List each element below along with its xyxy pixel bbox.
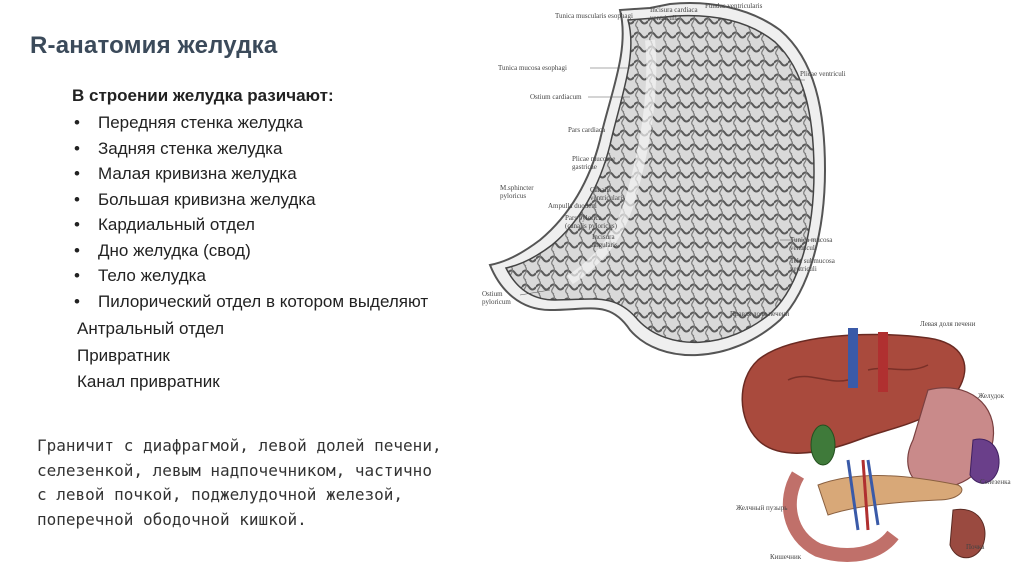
stomach-parts-list <box>72 110 428 314</box>
organs-illustration <box>728 310 1024 574</box>
borders-paragraph: Граничит с диафрагмой, левой долей печени, селезенкой, левым надпочечником, частично с левой почкой, поджелудочной железой, поперечной ободочной кишкой. <box>37 436 442 529</box>
stomach-label: Ostium pyloricum <box>482 290 511 306</box>
organs-label: Желудок <box>978 392 1005 400</box>
list-item: • Пилорический отдел в котором выделяют <box>72 289 428 315</box>
pyloric-subparts-list <box>77 316 224 396</box>
organs-label: Желчный пузырь <box>736 504 788 512</box>
stomach-label: Ostium cardiacum <box>530 93 582 101</box>
structure-heading: В строении желудка разичают: <box>72 86 334 105</box>
stomach-label: Tela submucosa ventriculi <box>790 257 835 273</box>
list-item: • Передняя стенка желудка <box>72 110 428 136</box>
stomach-label: Pars pylorica (canalis pyloricus) <box>565 214 617 230</box>
stomach-label: M.sphincter pyloricus <box>500 184 534 200</box>
list-item: • Дно желудка (свод) <box>72 238 428 264</box>
stomach-label: Fundus ventricularis <box>705 2 763 10</box>
stomach-label: Canalis ventricularis <box>590 186 625 202</box>
list-item: • Тело желудка <box>72 263 428 289</box>
list-item: • Большая кривизна желудка <box>72 187 428 213</box>
stomach-label: Plicae ventriculi <box>800 70 846 78</box>
organs-label: Кишечник <box>770 553 802 561</box>
stomach-label: Tunica mucosa esophagi <box>498 64 567 72</box>
organs-label: Селезенка <box>980 478 1011 486</box>
organs-label: Почка <box>966 543 985 551</box>
list-item: • Кардиальный отдел <box>72 212 428 238</box>
list-item: Канал привратник <box>77 372 220 391</box>
page-title: R-анатомия желудка <box>30 32 278 59</box>
stomach-label: Tunica mucosa ventriculi <box>790 236 833 252</box>
list-item: Привратник <box>77 345 170 365</box>
list-item: Антральный отдел <box>77 319 225 338</box>
stomach-label: Tunica muscularis esophagi <box>555 12 633 20</box>
organs-label: Правая доля печени <box>730 310 790 318</box>
stomach-label: Incisura angularis <box>592 233 618 249</box>
stomach-label: Pars cardiaca <box>568 126 606 134</box>
organs-drawing <box>728 310 1024 574</box>
list-item: • Малая кривизна желудка <box>72 161 428 187</box>
stomach-label: Incisura cardiaca ventriculi <box>650 6 698 22</box>
stomach-label: Ampulla duodeni <box>548 202 597 210</box>
list-item: • Задняя стенка желудка <box>72 136 428 162</box>
stomach-label: Plicae mucosae gastricae <box>572 155 616 171</box>
organs-label: Левая доля печени <box>920 320 976 328</box>
